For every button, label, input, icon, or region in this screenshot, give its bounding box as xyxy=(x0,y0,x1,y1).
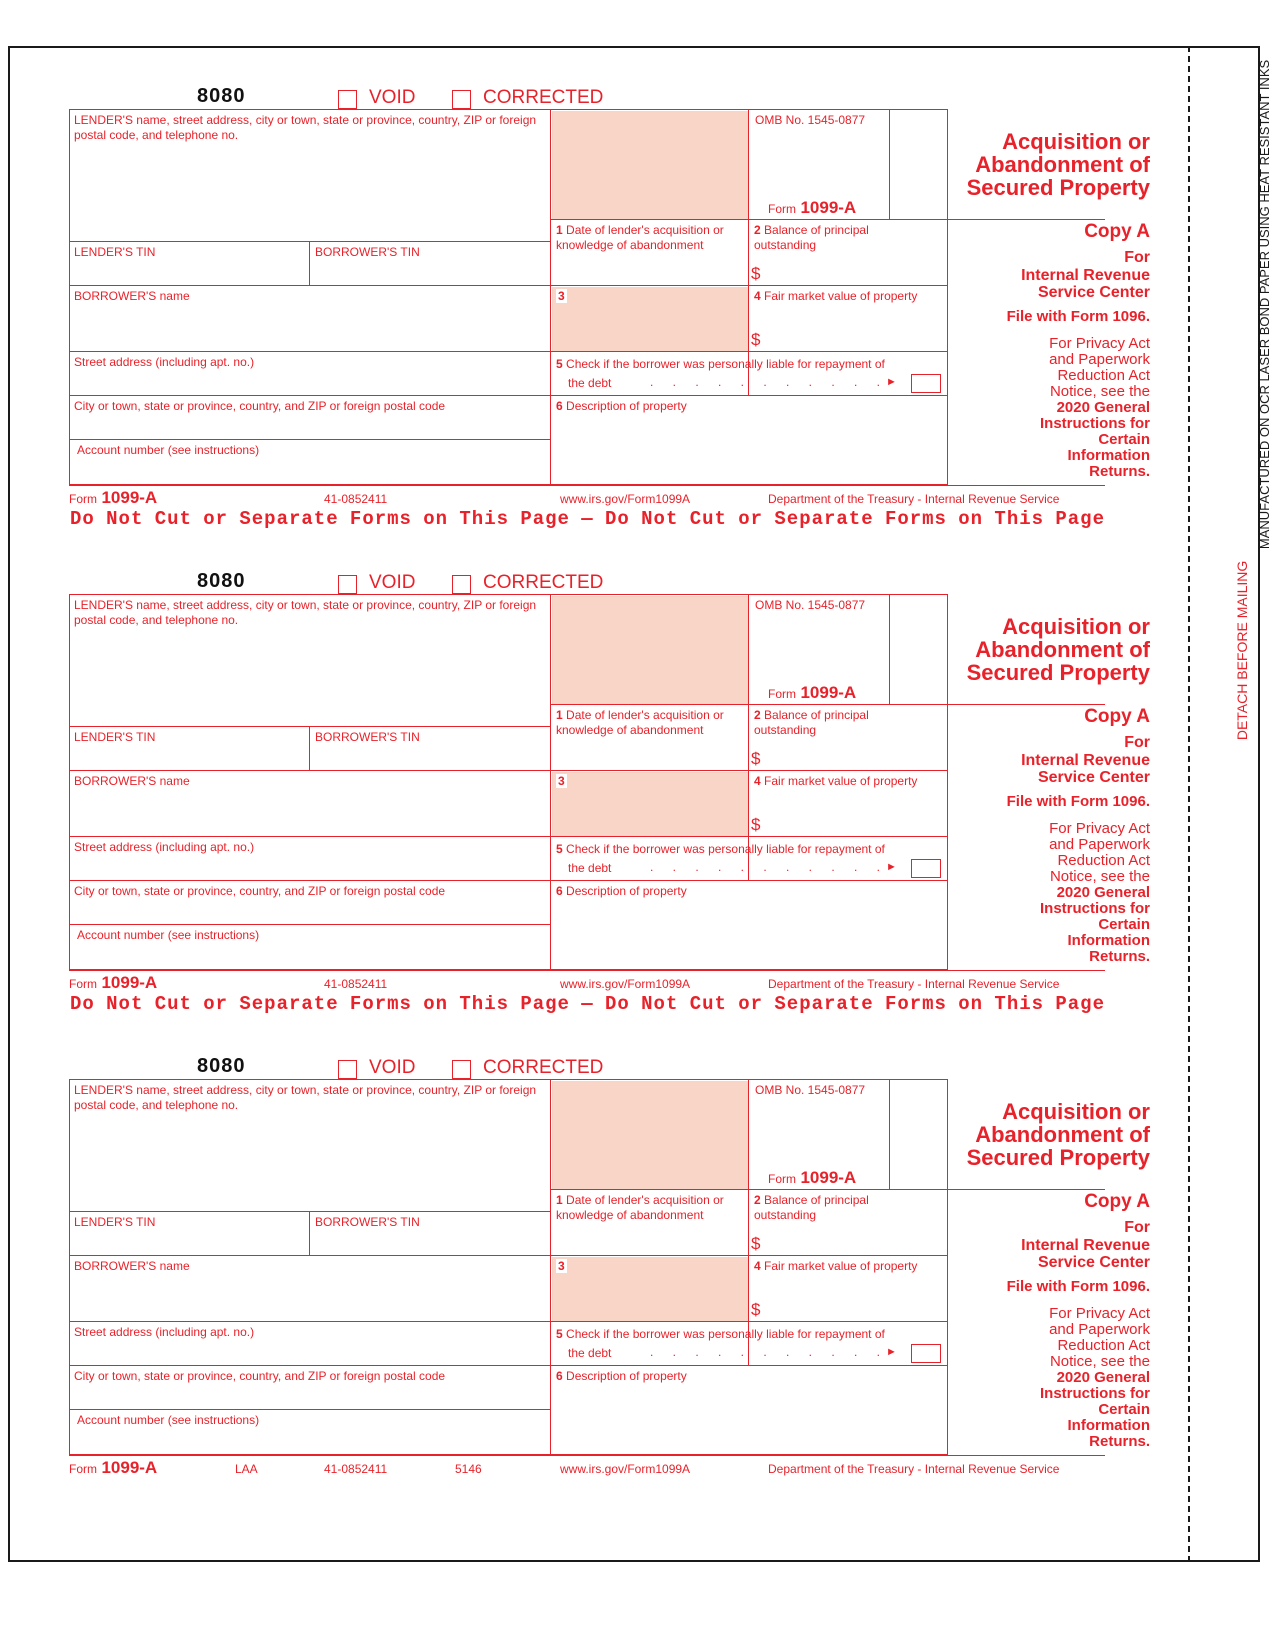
footer-dept: Department of the Treasury - Internal Revenue Service xyxy=(768,977,1060,991)
banner-word: This xyxy=(994,993,1045,1015)
form-word: Form xyxy=(768,1172,796,1186)
banner-word: Separate xyxy=(239,508,339,530)
banner-word: Cut xyxy=(689,508,727,530)
copy-for: For Internal Revenue Service Center xyxy=(1021,1219,1150,1271)
banner-word: on xyxy=(423,993,449,1015)
box2-dollar: $ xyxy=(751,264,761,283)
banner-word: or xyxy=(203,508,229,530)
lender-tin-label: LENDER'S TIN xyxy=(74,1215,156,1229)
banner-word: on xyxy=(423,508,449,530)
void-checkbox[interactable] xyxy=(338,90,357,109)
footer-form-id: Form 1099-A xyxy=(69,973,158,992)
footer-dept: Department of the Treasury - Internal Revenue Service xyxy=(768,1462,1060,1476)
banner-word: — xyxy=(581,508,594,530)
form-word: Form xyxy=(768,687,796,701)
corrected-label: CORRECTED xyxy=(483,1057,604,1078)
leader-dots: . . . . . . . . . . . xyxy=(650,1345,889,1359)
lender-name-label: LENDER'S name, street address, city or town, state or province, country, ZIP or foreign postal code, and telephone no. xyxy=(74,1083,537,1112)
omb-number: OMB No. 1545-0877 xyxy=(755,113,866,127)
form-id xyxy=(768,1168,856,1188)
box5-label-line2: the debt xyxy=(568,861,612,875)
privacy-notice: For Privacy Act and Paperwork Reduction Act Notice, see the 2020 General Instructions for Certain Information Returns. xyxy=(1039,820,1150,965)
lender-name-label: LENDER'S name, street address, city or town, state or province, country, ZIP or foreign postal code, and telephone no. xyxy=(74,598,537,627)
form-1099a-copy xyxy=(0,0,1275,530)
borrower-name-label: BORROWER'S name xyxy=(74,1259,190,1273)
box4-label: 4 Fair market value of property xyxy=(754,289,918,303)
borrower-name-label: BORROWER'S name xyxy=(74,289,190,303)
form-number: 1099-A xyxy=(800,683,857,702)
leader-dots: . . . . . . . . . . . xyxy=(650,860,889,874)
box1-label: 1 Date of lender's acquisition or knowledge of abandonment xyxy=(556,1193,724,1222)
box4-label: 4 Fair market value of property xyxy=(754,1259,918,1273)
form-title: Acquisition or Abandonment of Secured Property xyxy=(966,614,1150,685)
box3-label: 3 xyxy=(558,774,565,788)
box2-dollar: $ xyxy=(751,1234,761,1253)
box2-label: 2 Balance of principal outstanding xyxy=(754,1193,869,1222)
leader-dots: . . . . . . . . . . . xyxy=(650,375,889,389)
footer-url: www.irs.gov/Form1099A xyxy=(560,977,691,991)
borrower-name-label: BORROWER'S name xyxy=(74,774,190,788)
omb-number: OMB No. 1545-0877 xyxy=(755,598,866,612)
account-label: Account number (see instructions) xyxy=(77,443,260,457)
box5-checkbox[interactable] xyxy=(911,1344,941,1363)
form-word: Form xyxy=(768,202,796,216)
footer-cat-number: 41-0852411 xyxy=(324,977,388,991)
banner-word: Not xyxy=(641,508,679,530)
banner-word: Page xyxy=(1055,508,1105,530)
banner-word: Do xyxy=(70,993,95,1015)
void-checkbox[interactable] xyxy=(338,1060,357,1079)
banner-word: — xyxy=(581,993,594,1015)
banner-word: Not xyxy=(106,508,144,530)
box2-label: 2 Balance of principal outstanding xyxy=(754,708,869,737)
privacy-notice: For Privacy Act and Paperwork Reduction Act Notice, see the 2020 General Instructions for Certain Information Returns. xyxy=(1039,1305,1150,1450)
corrected-label: CORRECTED xyxy=(483,87,604,108)
borrower-tin-label: BORROWER'S TIN xyxy=(315,730,420,744)
corrected-label: CORRECTED xyxy=(483,572,604,593)
banner-word: Page xyxy=(520,993,570,1015)
box4-dollar: $ xyxy=(751,1300,761,1319)
void-checkbox[interactable] xyxy=(338,575,357,594)
copy-for: For Internal Revenue Service Center xyxy=(1021,734,1150,786)
account-label: Account number (see instructions) xyxy=(77,1413,260,1427)
banner-word: Forms xyxy=(884,993,947,1015)
city-label: City or town, state or province, country, and ZIP or foreign postal code xyxy=(74,399,446,413)
box4-label: 4 Fair market value of property xyxy=(754,774,918,788)
box5-label-line2: the debt xyxy=(568,376,612,390)
street-label: Street address (including apt. no.) xyxy=(74,1325,255,1339)
file-with-1096: File with Form 1096. xyxy=(1006,793,1150,810)
footer-form-id: Form 1099-A xyxy=(69,488,158,507)
banner-word: Separate xyxy=(774,508,874,530)
box6-label: 6 Description of property xyxy=(556,884,687,898)
arrow-icon: ► xyxy=(886,861,897,873)
banner-word: or xyxy=(738,508,764,530)
form-number: 1099-A xyxy=(800,1168,857,1187)
form-id xyxy=(768,683,856,703)
form-code: 8080 xyxy=(197,570,246,592)
box3-label: 3 xyxy=(558,289,565,303)
omb-number: OMB No. 1545-0877 xyxy=(755,1083,866,1097)
city-label: City or town, state or province, country, and ZIP or foreign postal code xyxy=(74,1369,446,1383)
footer-url: www.irs.gov/Form1099A xyxy=(560,1462,691,1476)
banner-word: Do xyxy=(70,508,95,530)
box2-dollar: $ xyxy=(751,749,761,768)
form-1099a-copy xyxy=(0,970,1275,1477)
banner-word: on xyxy=(958,993,984,1015)
form-code: 8080 xyxy=(197,1055,246,1077)
borrower-tin-label: BORROWER'S TIN xyxy=(315,245,420,259)
void-label: VOID xyxy=(369,87,416,108)
lender-tin-label: LENDER'S TIN xyxy=(74,730,156,744)
footer-cat-number: 41-0852411 xyxy=(324,1462,388,1476)
form-title: Acquisition or Abandonment of Secured Property xyxy=(966,129,1150,200)
banner-word: or xyxy=(738,993,764,1015)
banner-word: Forms xyxy=(884,508,947,530)
form-code: 8080 xyxy=(197,85,246,107)
box3-label: 3 xyxy=(558,1259,565,1273)
box4-dollar: $ xyxy=(751,815,761,834)
box2-label: 2 Balance of principal outstanding xyxy=(754,223,869,252)
street-label: Street address (including apt. no.) xyxy=(74,355,255,369)
banner-word: Cut xyxy=(689,993,727,1015)
corrected-checkbox[interactable] xyxy=(452,575,471,594)
lender-name-label: LENDER'S name, street address, city or town, state or province, country, ZIP or foreign postal code, and telephone no. xyxy=(74,113,537,142)
box5-checkbox[interactable] xyxy=(911,859,941,878)
banner-word: Separate xyxy=(239,993,339,1015)
copy-a-block: Copy A xyxy=(1084,221,1150,242)
lender-tin-label: LENDER'S TIN xyxy=(74,245,156,259)
footer-code: 5146 xyxy=(455,1462,482,1476)
footer-laa: LAA xyxy=(235,1462,258,1476)
box5-label: 5 Check if the borrower was personally liable for repayment of xyxy=(556,842,885,856)
detach-notice: DETACH BEFORE MAILING xyxy=(1234,560,1250,741)
banner-word: or xyxy=(203,993,229,1015)
box5-label: 5 Check if the borrower was personally liable for repayment of xyxy=(556,1327,885,1341)
street-label: Street address (including apt. no.) xyxy=(74,840,255,854)
box5-label: 5 Check if the borrower was personally liable for repayment of xyxy=(556,357,885,371)
form-number: 1099-A xyxy=(800,198,857,217)
copy-a-block: Copy A xyxy=(1084,1191,1150,1212)
borrower-tin-label: BORROWER'S TIN xyxy=(315,1215,420,1229)
copy-for: For Internal Revenue Service Center xyxy=(1021,249,1150,301)
form-title: Acquisition or Abandonment of Secured Property xyxy=(966,1099,1150,1170)
banner-word: Cut xyxy=(154,993,192,1015)
banner-word: Page xyxy=(1055,993,1105,1015)
corrected-checkbox[interactable] xyxy=(452,90,471,109)
manufactured-notice: MANUFACTURED ON OCR LASER BOND PAPER USING HEAT RESISTANT INKS xyxy=(1257,59,1272,550)
banner-word: Forms xyxy=(349,508,412,530)
arrow-icon: ► xyxy=(886,376,897,388)
banner-word: on xyxy=(958,508,984,530)
void-label: VOID xyxy=(369,1057,416,1078)
banner-word: Separate xyxy=(774,993,874,1015)
account-label: Account number (see instructions) xyxy=(77,928,260,942)
footer-dept: Department of the Treasury - Internal Revenue Service xyxy=(768,492,1060,506)
box4-dollar: $ xyxy=(751,330,761,349)
corrected-checkbox[interactable] xyxy=(452,1060,471,1079)
void-label: VOID xyxy=(369,572,416,593)
banner-word: Not xyxy=(106,993,144,1015)
footer-url: www.irs.gov/Form1099A xyxy=(560,492,691,506)
privacy-notice: For Privacy Act and Paperwork Reduction Act Notice, see the 2020 General Instructions for Certain Information Returns. xyxy=(1039,335,1150,480)
box5-label-line2: the debt xyxy=(568,1346,612,1360)
footer-cat-number: 41-0852411 xyxy=(324,492,388,506)
box6-label: 6 Description of property xyxy=(556,399,687,413)
box1-label: 1 Date of lender's acquisition or knowledge of abandonment xyxy=(556,708,724,737)
banner-word: Page xyxy=(520,508,570,530)
banner-word: This xyxy=(459,993,510,1015)
box5-checkbox[interactable] xyxy=(911,374,941,393)
banner-word: Forms xyxy=(349,993,412,1015)
banner-word: Do xyxy=(605,993,630,1015)
banner-word: Cut xyxy=(154,508,192,530)
banner-word: Not xyxy=(641,993,679,1015)
banner-word: This xyxy=(459,508,510,530)
banner-word: Do xyxy=(605,508,630,530)
footer-form-id: Form 1099-A xyxy=(69,1458,158,1477)
city-label: City or town, state or province, country, and ZIP or foreign postal code xyxy=(74,884,446,898)
box1-label: 1 Date of lender's acquisition or knowledge of abandonment xyxy=(556,223,724,252)
form-id xyxy=(768,198,856,218)
form-1099a-copy xyxy=(0,485,1275,1015)
copy-a-block: Copy A xyxy=(1084,706,1150,727)
banner-word: This xyxy=(994,508,1045,530)
file-with-1096: File with Form 1096. xyxy=(1006,308,1150,325)
arrow-icon: ► xyxy=(886,1346,897,1358)
file-with-1096: File with Form 1096. xyxy=(1006,1278,1150,1295)
box6-label: 6 Description of property xyxy=(556,1369,687,1383)
